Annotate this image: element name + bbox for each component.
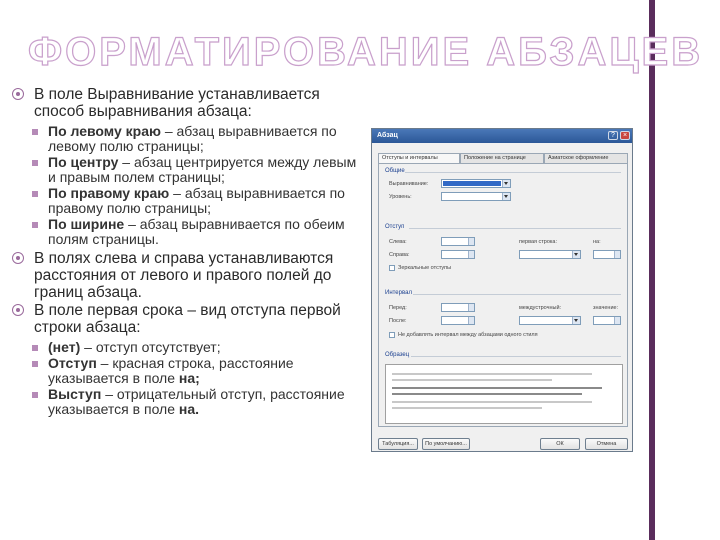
dialog-titlebar (372, 129, 632, 143)
list-item: По правому краю – абзац выравнивается по правому полю страницы; (12, 186, 364, 216)
tab-panel (378, 163, 628, 427)
sample-line (392, 401, 592, 403)
divider (409, 228, 621, 229)
value-label: значение: (593, 305, 619, 311)
term-left-right: слева и справа (94, 250, 205, 267)
spinner-arrows-icon[interactable] (468, 238, 474, 245)
list-item: По центру – абзац центрируется между левым и правым полем страницы; (12, 155, 364, 185)
bullet-left-right: В полях слева и справа устанавливаются расстояния от левого и правого полей до границ абзаца. (12, 250, 364, 301)
tabs-button[interactable]: Табуляция... (378, 438, 418, 450)
square-bullet-icon (32, 191, 38, 197)
level-select[interactable] (441, 192, 511, 201)
alignment-options-list (12, 124, 364, 247)
group-general: Общие (385, 168, 405, 174)
bullet-marker-icon (12, 252, 24, 264)
bullet-first-line: В поле первая срока – вид отступа первой строки абзаца: (12, 302, 364, 336)
divider (405, 172, 621, 173)
sample-line (392, 379, 552, 381)
selected-value-highlight (443, 181, 501, 186)
line-spacing-label: междустрочный: (519, 305, 562, 311)
alignment-select[interactable] (441, 179, 511, 188)
chevron-down-icon (502, 180, 510, 187)
alignment-label: Выравнивание: (389, 181, 429, 187)
spinner-arrows-icon[interactable] (468, 304, 474, 311)
slide-title: ФОРМАТИРОВАНИЕ АБЗАЦЕВ (28, 30, 704, 74)
first-line-options-list (12, 340, 364, 417)
tab-line-page-breaks[interactable]: Положение на странице (460, 153, 544, 163)
sample-line (392, 393, 582, 395)
mirror-indents-label: Зеркальные отступы (398, 265, 452, 271)
no-space-label: Не добавлять интервал между абзацами одного стиля (398, 332, 538, 338)
on-label: на: (593, 239, 601, 245)
close-icon[interactable]: × (620, 131, 630, 140)
term-first-line: первая срока (87, 302, 184, 319)
divider (413, 294, 621, 295)
group-spacing: Интервал (385, 290, 412, 296)
dialog-tabs (378, 153, 628, 163)
first-line-label: первая строка: (519, 239, 558, 245)
sample-preview (385, 364, 623, 424)
default-button[interactable]: По умолчанию... (422, 438, 470, 450)
help-icon[interactable]: ? (608, 131, 618, 140)
cancel-button[interactable]: Отмена (585, 438, 628, 450)
tab-asian-typography[interactable]: Азиатское оформление (544, 153, 628, 163)
accent-band (649, 0, 655, 540)
group-sample: Образец (385, 352, 410, 358)
before-label: Перед: (389, 305, 407, 311)
square-bullet-icon (32, 345, 38, 351)
sample-line (392, 387, 602, 389)
right-indent-label: Справа: (389, 252, 410, 258)
sample-line (392, 373, 592, 375)
left-indent-label: Слева: (389, 239, 407, 245)
bullet-marker-icon (12, 88, 24, 100)
spinner-arrows-icon[interactable] (614, 317, 620, 324)
paragraph-dialog (371, 128, 633, 452)
chevron-down-icon (572, 251, 580, 258)
dialog-title: Абзац (377, 132, 398, 139)
after-label: После: (389, 318, 407, 324)
bullet-marker-icon (12, 304, 24, 316)
term-alignment: Выравнивание (87, 86, 194, 103)
group-indent: Отступ (385, 224, 405, 230)
level-label: Уровень: (389, 194, 412, 200)
mirror-indents-checkbox[interactable] (389, 265, 395, 271)
chevron-down-icon (502, 193, 510, 200)
list-item: (нет) – отступ отсутствует; (12, 340, 364, 355)
chevron-down-icon (572, 317, 580, 324)
before-input[interactable] (441, 303, 475, 312)
square-bullet-icon (32, 392, 38, 398)
spinner-arrows-icon[interactable] (468, 251, 474, 258)
list-item: Отступ – красная строка, расстояние указывается в поле на; (12, 356, 364, 386)
after-input[interactable] (441, 316, 475, 325)
no-space-checkbox[interactable] (389, 332, 395, 338)
list-item: Выступ – отрицательный отступ, расстояние указывается в поле на. (12, 387, 364, 417)
first-line-select[interactable] (519, 250, 581, 259)
square-bullet-icon (32, 361, 38, 367)
ok-button[interactable]: ОК (540, 438, 580, 450)
list-item: По левому краю – абзац выравнивается по левому полю страницы; (12, 124, 364, 154)
line-spacing-value-input[interactable] (593, 316, 621, 325)
line-spacing-select[interactable] (519, 316, 581, 325)
divider (411, 356, 621, 357)
slide-content (12, 86, 364, 420)
sample-line (392, 407, 542, 409)
square-bullet-icon (32, 129, 38, 135)
bullet-alignment: В поле Выравнивание устанавливается способ выравнивания абзаца: (12, 86, 364, 120)
tab-indents-spacing[interactable]: Отступы и интервалы (378, 153, 460, 163)
first-line-by-input[interactable] (593, 250, 621, 259)
spinner-arrows-icon[interactable] (614, 251, 620, 258)
list-item: По ширине – абзац выравнивается по обеим полям страницы. (12, 217, 364, 247)
right-indent-input[interactable] (441, 250, 475, 259)
spinner-arrows-icon[interactable] (468, 317, 474, 324)
square-bullet-icon (32, 222, 38, 228)
square-bullet-icon (32, 160, 38, 166)
left-indent-input[interactable] (441, 237, 475, 246)
